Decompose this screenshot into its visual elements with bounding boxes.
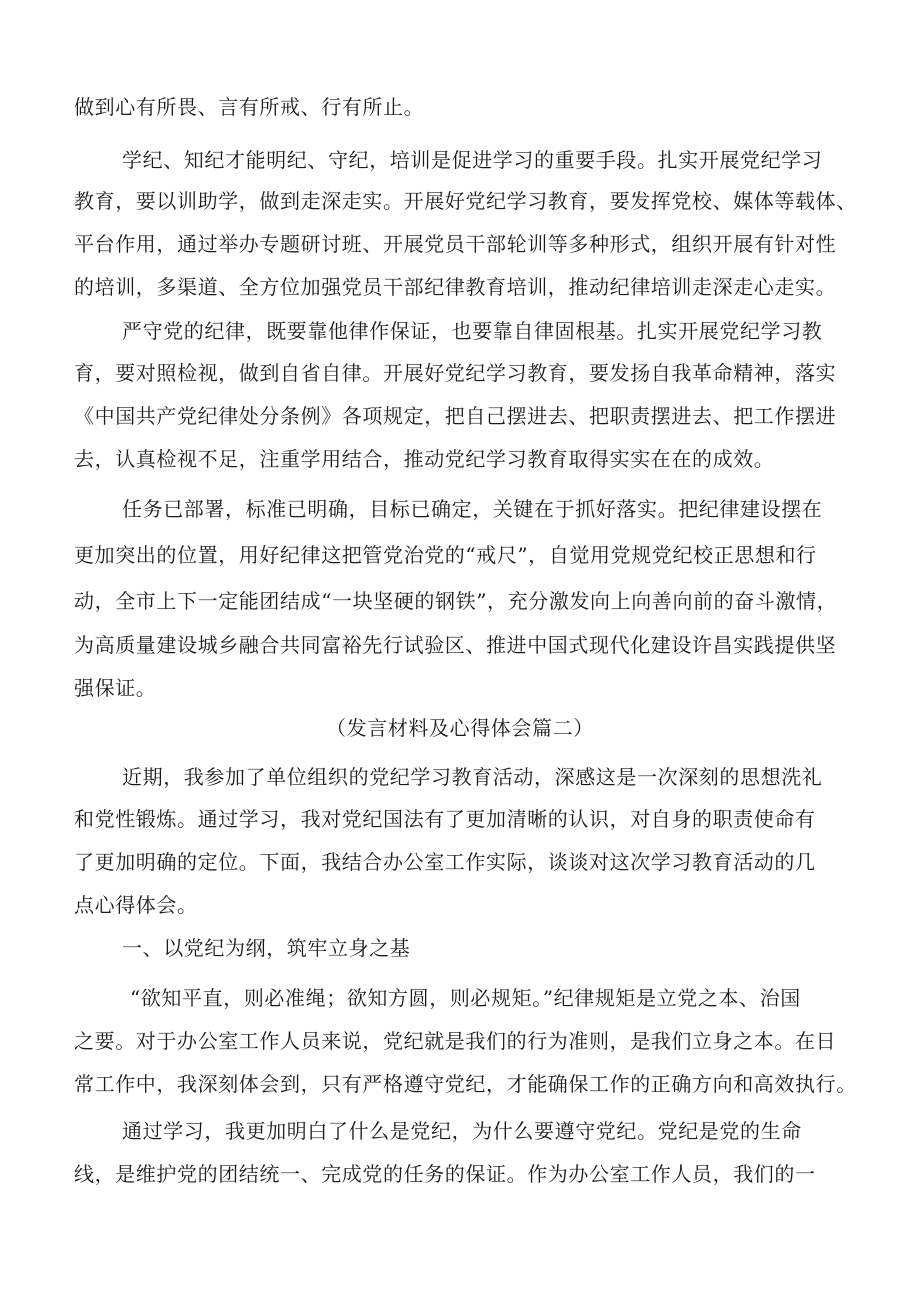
text-line: 和党性锻炼。通过学习，我对党纪国法有了更加清晰的认识，对自身的职责使命有: [74, 807, 816, 831]
text-line: 动，全市上下一定能团结成“一块坚硬的钢铁”，充分激发向上向善向前的奋斗激情，: [74, 589, 838, 613]
text-line: 学纪、知纪才能明纪、守纪，培训是促进学习的重要手段。扎实开展党纪学习: [122, 148, 823, 172]
text-line: 之要。对于办公室工作人员来说，党纪就是我们的行为准则，是我们立身之本。在日: [74, 1029, 837, 1053]
text-line: 做到心有所畏、言有所戒、行有所止。: [74, 95, 425, 119]
text-line: 更加突出的位置，用好纪律这把管党治党的“戒尺”，自觉用党规党纪校正思想和行: [74, 543, 817, 567]
text-line: 点心得体会。: [74, 893, 198, 917]
text-line: 严守党的纪律，既要靠他律作保证，也要靠自律固根基。扎实开展党纪学习教: [122, 319, 823, 343]
text-line: 近期，我参加了单位组织的党纪学习教育活动，深感这是一次深刻的思想洗礼: [122, 765, 823, 789]
section-heading: （发言材料及心得体会篇二）: [326, 716, 594, 740]
text-line: 教育，要以训助学，做到走深走实。开展好党纪学习教育，要发挥党校、媒体等载体、: [74, 189, 857, 213]
text-line: 通过学习，我更加明白了什么是党纪，为什么要遵守党纪。党纪是党的生命: [122, 1119, 802, 1143]
text-line: “欲知平直，则必准绳；欲知方圆，则必规矩。”纪律规矩是立党之本、治国: [130, 986, 801, 1010]
text-line: 去，认真检视不足，注重学用结合，推动党纪学习教育取得实实在在的成效。: [74, 447, 775, 471]
text-line: 《中国共产党纪律处分条例》各项规定，把自己摆进去、把职责摆进去、把工作摆进: [74, 404, 837, 428]
text-line: 常工作中，我深刻体会到，只有严格遵守党纪，才能确保工作的正确方向和高效执行。: [74, 1072, 857, 1096]
text-line: 的培训，多渠道、全方位加强党员干部纪律教育培训，推动纪律培训走深走心走实。: [74, 275, 837, 299]
text-line: 了更加明确的定位。下面，我结合办公室工作实际，谈谈对这次学习教育活动的几: [74, 850, 816, 874]
subsection-heading: 一、以党纪为纲，筑牢立身之基: [122, 936, 411, 960]
text-line: 任务已部署，标准已明确，目标已确定，关键在于抓好落实。把纪律建设摆在: [122, 497, 823, 521]
text-line: 为高质量建设城乡融合共同富裕先行试验区、推进中国式现代化建设许昌实践提供坚: [74, 633, 837, 657]
text-line: 育，要对照检视，做到自省自律。开展好党纪学习教育，要发扬自我革命精神，落实: [74, 361, 837, 385]
text-line: 平台作用，通过举办专题研讨班、开展党员干部轮训等多种形式，组织开展有针对性: [74, 232, 837, 256]
text-line: 线，是维护党的团结统一、完成党的任务的保证。作为办公室工作人员，我们的一: [74, 1162, 816, 1186]
text-line: 强保证。: [74, 676, 157, 700]
